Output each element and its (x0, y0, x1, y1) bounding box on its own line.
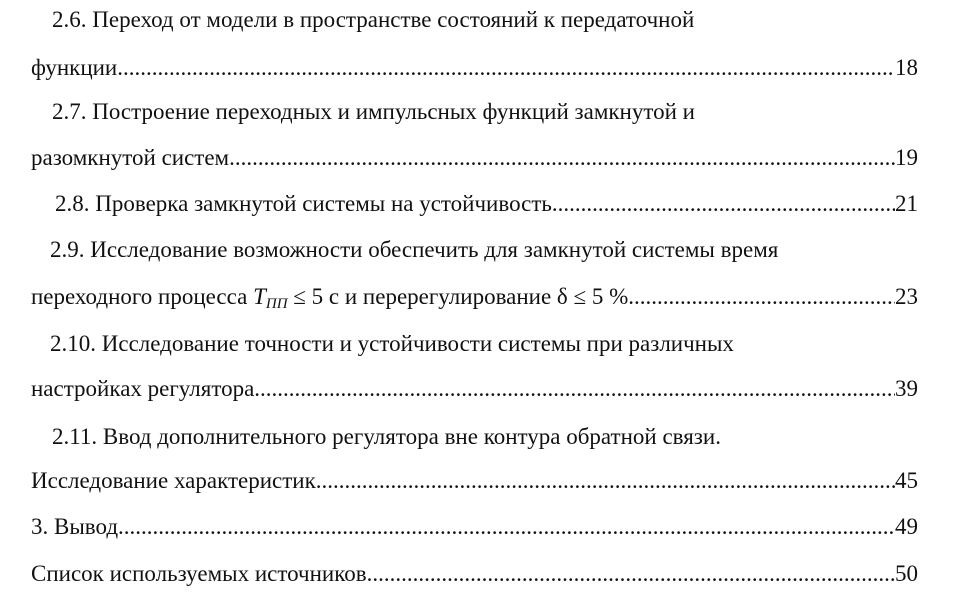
toc-leader-dots (118, 513, 895, 541)
toc-page-number: 23 (895, 284, 918, 309)
toc-entry-2-7-line2[interactable] (31, 144, 918, 172)
toc-entry-text: 2.8. Проверка замкнутой системы на устойчивость (55, 191, 552, 216)
toc-entry-text: настройках регулятора (31, 376, 255, 401)
toc-entry-2-6-line2[interactable] (31, 54, 918, 82)
toc-entry-3[interactable] (31, 513, 918, 541)
toc-entry-2-11-line2[interactable] (31, 467, 918, 495)
toc-entry-2-6-line1 (52, 6, 918, 34)
toc-entry-2-9-line2[interactable] (31, 283, 918, 318)
toc-page-number: 19 (895, 145, 918, 170)
math-symbol-t: T (253, 284, 266, 309)
toc-page-number: 50 (895, 561, 918, 586)
toc-entry-text: 3. Вывод (31, 514, 119, 539)
toc-entry-2-8[interactable] (55, 190, 918, 218)
toc-entry-text-post: ≤ 5 с и перерегулирование δ ≤ 5 % (287, 284, 629, 309)
toc-leader-dots (229, 144, 895, 172)
toc-leader-dots (117, 54, 895, 82)
toc-entry-text: 2.11. Ввод дополнительного регулятора вне контура обратной связи. (52, 424, 721, 449)
toc-entry-sources[interactable] (31, 560, 918, 588)
toc-entry-2-9-line1 (50, 236, 937, 264)
toc-entry-text: функции (31, 55, 118, 80)
toc-entry-2-11-line1 (52, 423, 918, 451)
toc-entry-text: Список используемых источников (31, 561, 367, 586)
toc-page-number: 39 (895, 376, 918, 401)
toc-leader-dots (552, 190, 895, 218)
toc-page-number: 49 (895, 514, 918, 539)
toc-entry-text: разомкнутой систем (31, 145, 230, 170)
toc-leader-dots (367, 560, 895, 588)
toc-page-number: 21 (895, 191, 918, 216)
math-subscript: ПП (265, 296, 288, 312)
toc-entry-text: 2.7. Построение переходных и импульсных функций замкнутой и (52, 99, 695, 124)
toc-leader-dots (316, 467, 895, 495)
toc-entry-2-10-line1 (50, 330, 937, 358)
toc-entry-text (31, 283, 628, 318)
toc-entry-text: 2.10. Исследование точности и устойчивости системы при различных (50, 331, 734, 356)
toc-entry-2-7-line1 (52, 98, 918, 126)
toc-entry-text-pre: переходного процесса (31, 284, 254, 309)
toc-leader-dots (628, 283, 895, 311)
toc-entry-text: 2.6. Переход от модели в пространстве состояний к передаточной (52, 7, 695, 32)
toc-entry-2-10-line2[interactable] (31, 375, 918, 403)
toc-page-number: 18 (895, 55, 918, 80)
toc-entry-text: 2.9. Исследование возможности обеспечить для замкнутой системы время (50, 237, 779, 262)
toc-leader-dots (254, 375, 895, 403)
toc-entry-text: Исследование характеристик (31, 468, 316, 493)
toc-page-number: 45 (895, 468, 918, 493)
